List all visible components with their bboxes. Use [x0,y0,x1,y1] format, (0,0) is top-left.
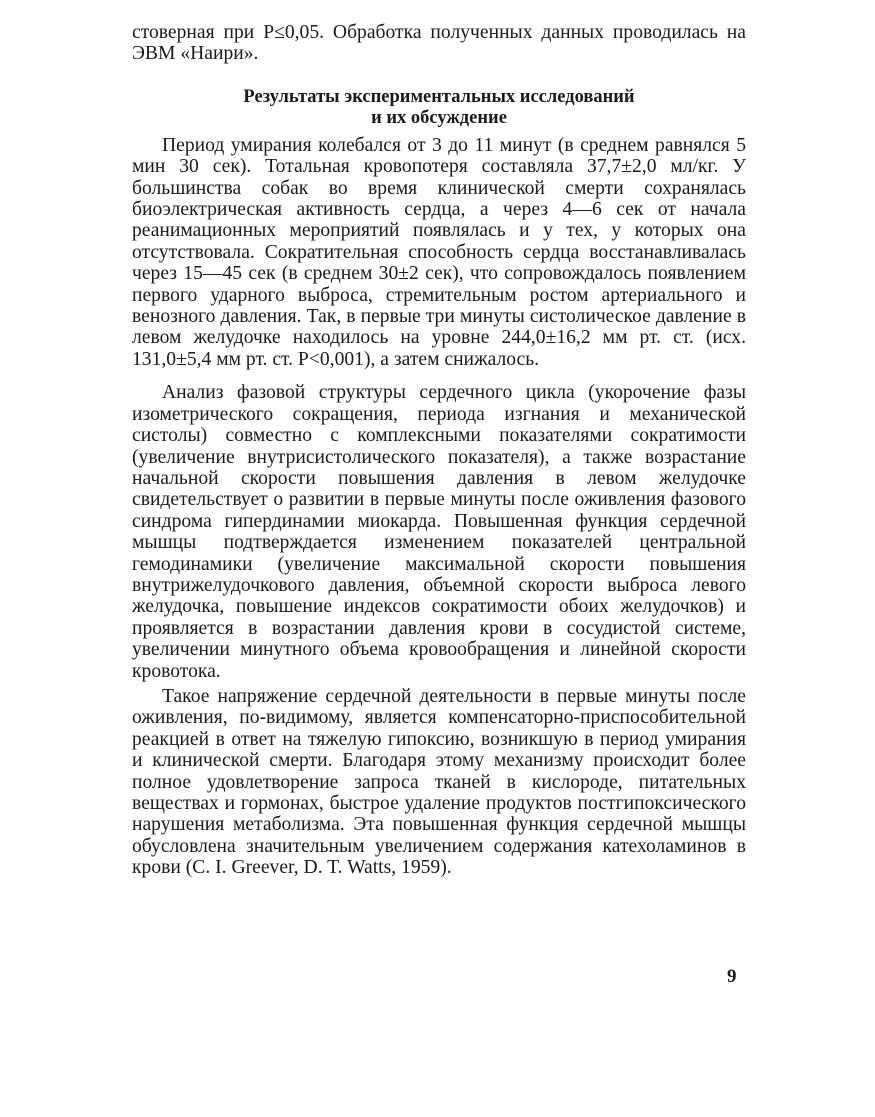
paragraph-3: Такое напряжение сердечной деятельности в первые минуты после оживления, по-видимому, является компенсаторно-приспособительной реакцией в ответ на тяжелую гипоксию, возникшую в период умирания и клинической смерти. Благодаря этому механизму происходит более полное удовлетворение запроса тканей в кислороде, питательных веществах и гормонах, быстрое удаление продуктов постгипоксического нарушения метаболизма. Эта повышенная функция сердечной мышцы обусловлена значительным увеличением содержания катехоламинов в крови (С. I. Greever, D. T. Watts, 1959). [132,685,746,879]
section-heading [132,87,746,129]
intro-paragraph: стоверная при Р≤0,05. Обработка полученных данных проводилась на ЭВМ «Наири». [132,22,746,65]
heading-line-2: и их обсуждение [371,107,507,128]
paragraph-2: Анализ фазовой структуры сердечного цикла (укорочение фазы изометрического сокращения, периода изгнания и механической систолы) совместно с комплексными показателями сократимости (увеличение внутрисистолического показателя), а также возрастание начальной скорости повышения давления в левом желудочке свидетельствует о развитии в первые минуты после оживления фазового синдрома гипердинамии миокарда. Повышенная функция сердечной мышцы подтверждается изменением показателей центральной гемодинамики (увеличение максимальной скорости повышения внутрижелудочкового давления, объемной скорости выброса левого желудочка, повышение индексов сократимости обоих желудочков) и проявляется в возрастании давления крови в сосудистой системе, увеличении минутного объема кровообращения и линейной скорости кровотока. [132,382,746,682]
page-number: 9 [727,966,737,987]
document-page [132,22,746,879]
heading-line-1: Результаты экспериментальных исследований [243,86,635,107]
paragraph-1: Период умирания колебался от 3 до 11 минут (в среднем равнялся 5 мин 30 сек). Тотальная кровопотеря составляла 37,7±2,0 мл/кг. У большинства собак во время клинической смерти сохранялась биоэлектрическая активность сердца, а через 4—6 сек от начала реанимационных мероприятий появлялась и у тех, у которых она отсутствовала. Сократительная способность сердца восстанавливалась через 15—45 сек (в среднем 30±2 сек), что сопровождалось появлением первого ударного выброса, стремительным ростом артериального и венозного давления. Так, в первые три минуты систолическое давление в левом желудочке находилось на уровне 244,0±16,2 мм рт. ст. (исх. 131,0±5,4 мм рт. ст. Р<0,001), а затем снижалось. [132,134,746,370]
